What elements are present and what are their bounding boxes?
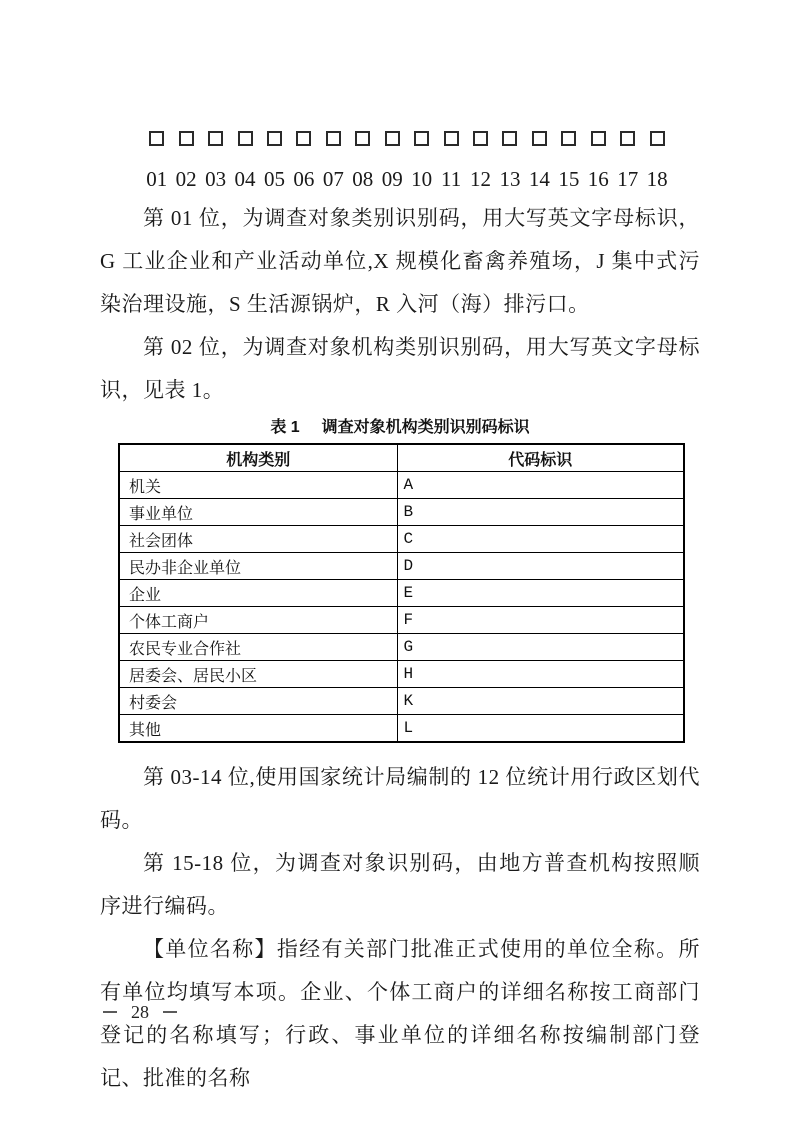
digit-label: 11 <box>440 167 462 191</box>
table-row <box>119 607 684 634</box>
digit-label: 06 <box>293 167 315 191</box>
category-cell: 机关 <box>119 472 397 499</box>
paragraph-bit-03-14: 第 03-14 位,使用国家统计局编制的 12 位统计用行政区划代码。 <box>100 765 700 832</box>
code-cell: H <box>397 661 684 688</box>
checkbox-icon <box>201 131 230 146</box>
checkbox-icon <box>642 131 671 146</box>
table-row <box>119 499 684 526</box>
table-row <box>119 715 684 743</box>
code-cell: G <box>397 634 684 661</box>
paragraph-bit-02: 第 02 位，为调查对象机构类别识别码，用大写英文字母标识，见表 1。 <box>100 335 700 402</box>
digit-label: 18 <box>646 167 668 191</box>
category-cell: 其他 <box>119 715 397 743</box>
category-cell: 个体工商户 <box>119 607 397 634</box>
digit-label: 16 <box>587 167 609 191</box>
table-row <box>119 580 684 607</box>
page-content <box>100 0 700 1100</box>
page-footer <box>103 1002 177 1022</box>
checkbox-icon <box>407 131 436 146</box>
page-number: 28 <box>131 1002 149 1022</box>
checkbox-icon <box>142 131 171 146</box>
category-cell: 村委会 <box>119 688 397 715</box>
checkbox-icon <box>348 131 377 146</box>
table-row <box>119 553 684 580</box>
paragraph-bit-15-18: 第 15-18 位，为调查对象识别码，由地方普查机构按照顺序进行编码。 <box>100 851 700 918</box>
checkbox-icon <box>289 131 318 146</box>
code-cell: E <box>397 580 684 607</box>
digit-label: 08 <box>352 167 374 191</box>
category-cell: 民办非企业单位 <box>119 553 397 580</box>
paragraph-unit-name: 【单位名称】指经有关部门批准正式使用的单位全称。所有单位均填写本项。企业、个体工商户的详细名称按工商部门登记的名称填写；行政、事业单位的详细名称按编制部门登记、批准的名称 <box>100 937 700 1090</box>
digit-label: 14 <box>528 167 550 191</box>
checkbox-icon <box>466 131 495 146</box>
code-cell: F <box>397 607 684 634</box>
table-caption-label: 表 1 <box>270 419 300 436</box>
footer-dash-left <box>103 1011 117 1013</box>
category-cell: 事业单位 <box>119 499 397 526</box>
checkbox-icon <box>319 131 348 146</box>
category-cell: 社会团体 <box>119 526 397 553</box>
digit-label: 01 <box>146 167 168 191</box>
org-category-table <box>118 443 685 743</box>
table-row <box>119 526 684 553</box>
category-cell: 农民专业合作社 <box>119 634 397 661</box>
table-caption-title: 调查对象机构类别识别码标识 <box>321 419 530 436</box>
checkbox-icon <box>613 131 642 146</box>
digit-label: 17 <box>617 167 639 191</box>
digit-label: 02 <box>175 167 197 191</box>
paragraph-bit-01: 第 01 位，为调查对象类别识别码，用大写英文字母标识，G 工业企业和产业活动单位,X 规模化畜禽养殖场，J 集中式污染治理设施，S 生活源锅炉，R 入河（海）排污口。 <box>100 206 700 316</box>
table-caption <box>100 412 700 443</box>
code-cell: A <box>397 472 684 499</box>
checkbox-icon <box>378 131 407 146</box>
checkbox-icon <box>171 131 200 146</box>
table-row <box>119 661 684 688</box>
checkbox-icon <box>495 131 524 146</box>
digit-label: 09 <box>381 167 403 191</box>
code-cell: L <box>397 715 684 743</box>
footer-dash-right <box>163 1011 177 1013</box>
code-cell: D <box>397 553 684 580</box>
checkbox-icon <box>525 131 554 146</box>
code-cell: C <box>397 526 684 553</box>
table-header-category: 机构类别 <box>119 444 397 472</box>
digit-label: 15 <box>558 167 580 191</box>
table-row <box>119 472 684 499</box>
checkbox-icon <box>260 131 289 146</box>
category-cell: 居委会、居民小区 <box>119 661 397 688</box>
checkbox-icon <box>436 131 465 146</box>
digit-label: 05 <box>263 167 285 191</box>
digit-labels-row <box>142 168 672 190</box>
code-cell: B <box>397 499 684 526</box>
table-row <box>119 688 684 715</box>
checkbox-icon <box>554 131 583 146</box>
checkbox-icon <box>230 131 259 146</box>
table-header-row <box>119 444 684 472</box>
digit-label: 10 <box>411 167 433 191</box>
digit-label: 03 <box>205 167 227 191</box>
table-header-code: 代码标识 <box>397 444 684 472</box>
digit-label: 12 <box>470 167 492 191</box>
category-cell: 企业 <box>119 580 397 607</box>
code-cell: K <box>397 688 684 715</box>
code-boxes-row <box>142 131 672 146</box>
digit-label: 04 <box>234 167 256 191</box>
checkbox-icon <box>584 131 613 146</box>
digit-label: 13 <box>499 167 521 191</box>
digit-label: 07 <box>322 167 344 191</box>
table-row <box>119 634 684 661</box>
